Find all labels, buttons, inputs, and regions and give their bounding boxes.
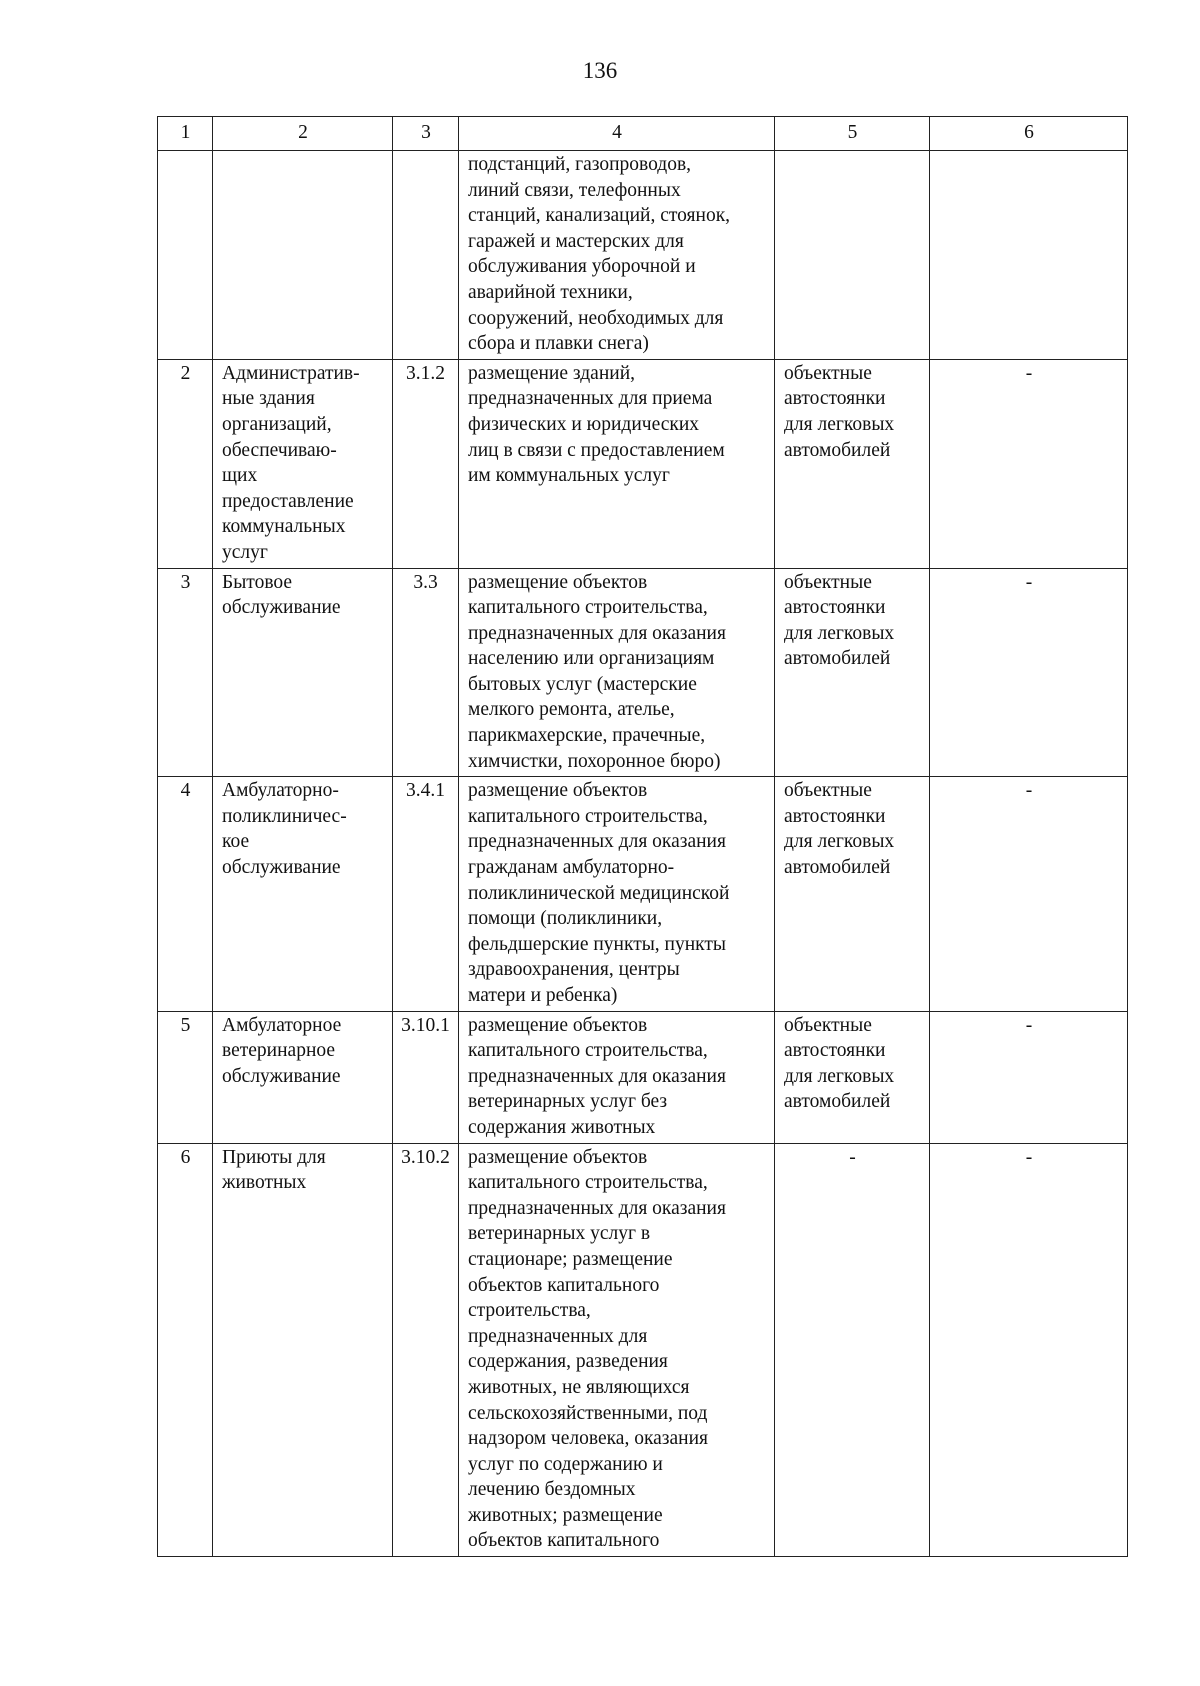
text-line: щих (222, 465, 258, 487)
text-line: автомобилей (784, 857, 891, 879)
text-line: Амбулаторно- (222, 780, 339, 802)
code-cell: 3.1.2 (393, 359, 459, 568)
text-line: предназначенных для оказания (468, 1065, 726, 1087)
text-line: обеспечиваю- (222, 439, 337, 461)
text-line: бытовых услуг (мастерские (468, 673, 697, 695)
text-line: поликлиничес- (222, 805, 347, 827)
text-line: капитального строительства, (468, 805, 708, 827)
text-line: для легковых (784, 831, 895, 853)
col5-cell (775, 1143, 930, 1557)
text-line: объектов капитального (468, 1274, 660, 1296)
text-line: размещение объектов (468, 1146, 648, 1168)
code-cell: 3.10.2 (393, 1143, 459, 1557)
code-cell (393, 151, 459, 360)
text-line: предназначенных для оказания (468, 622, 726, 644)
table-row (158, 1143, 1128, 1557)
col5-cell (775, 151, 930, 360)
text-line: аварийной техники, (468, 281, 633, 303)
description-cell (459, 777, 775, 1011)
col6-cell: - (930, 1011, 1128, 1143)
text-line: стационаре; размещение (468, 1248, 673, 1270)
text-line: предоставление (222, 490, 354, 512)
text-line: животных, не являющихся (468, 1376, 690, 1398)
description-cell (459, 568, 775, 777)
text-line: автостоянки (784, 388, 886, 410)
text-line: ные здания (222, 388, 315, 410)
text-line: предназначенных для приема (468, 388, 713, 410)
code-cell: 3.4.1 (393, 777, 459, 1011)
text-line: размещение зданий, (468, 362, 636, 384)
text-line: объектов капитального (468, 1530, 660, 1552)
text-line: мелкого ремонта, ателье, (468, 699, 675, 721)
text-line: объектные (784, 362, 872, 384)
land-use-table (157, 116, 1128, 1557)
col6-cell: - (930, 359, 1128, 568)
text-line: Приюты для (222, 1146, 326, 1168)
page-number: 136 (582, 58, 618, 83)
text-line: животных (222, 1172, 307, 1194)
num-cell: 3 (158, 568, 213, 777)
text-line: автомобилей (784, 439, 891, 461)
num-cell: 2 (158, 359, 213, 568)
num-cell: 4 (158, 777, 213, 1011)
col5-cell (775, 359, 930, 568)
text-line: гражданам амбулаторно- (468, 857, 675, 879)
header-cell-1: 1 (158, 117, 213, 151)
text-line: автомобилей (784, 1091, 891, 1113)
text-line: Амбулаторное (222, 1014, 342, 1036)
text-line: организаций, (222, 413, 332, 435)
text-line: объектные (784, 780, 872, 802)
text-line: надзором человека, оказания (468, 1428, 708, 1450)
col6-cell: - (930, 1143, 1128, 1557)
col6-cell (930, 151, 1128, 360)
table-header-row (158, 117, 1128, 151)
name-cell (213, 1143, 393, 1557)
text-line: сооружений, необходимых для (468, 307, 724, 329)
text-line: фельдшерские пункты, пункты (468, 933, 727, 955)
text-line: помощи (поликлиники, (468, 908, 663, 930)
text-line: обслуживание (222, 857, 341, 879)
text-line: обслуживания уборочной и (468, 256, 696, 278)
text-line: им коммунальных услуг (468, 465, 670, 487)
table-row (158, 359, 1128, 568)
text-line: населению или организациям (468, 648, 715, 670)
text-line: сбора и плавки снега) (468, 333, 649, 355)
text-line: для легковых (784, 413, 895, 435)
text-line: предназначенных для оказания (468, 1197, 726, 1219)
table-row-continuation (158, 151, 1128, 360)
col6-cell: - (930, 777, 1128, 1011)
text-line: обслуживание (222, 1065, 341, 1087)
col6-cell: - (930, 568, 1128, 777)
name-cell (213, 1011, 393, 1143)
num-cell: 6 (158, 1143, 213, 1557)
text-line: физических и юридических (468, 413, 700, 435)
text-line: автомобилей (784, 648, 891, 670)
header-cell-5: 5 (775, 117, 930, 151)
text-line: объектные (784, 1014, 872, 1036)
text-line: - (849, 1146, 856, 1168)
text-line: подстанций, газопроводов, (468, 154, 692, 175)
text-line: объектные (784, 571, 872, 593)
header-cell-4: 4 (459, 117, 775, 151)
text-line: капитального строительства, (468, 597, 708, 619)
text-line: Бытовое (222, 571, 293, 593)
description-cell (459, 1011, 775, 1143)
text-line: размещение объектов (468, 780, 648, 802)
table-row (158, 1011, 1128, 1143)
text-line: размещение объектов (468, 1014, 648, 1036)
text-line: автостоянки (784, 805, 886, 827)
text-line: гаражей и мастерских для (468, 230, 684, 252)
text-line: для легковых (784, 622, 895, 644)
text-line: для легковых (784, 1065, 895, 1087)
text-line: размещение объектов (468, 571, 648, 593)
text-line: автостоянки (784, 597, 886, 619)
description-cell (459, 1143, 775, 1557)
text-line: услуг по содержанию и (468, 1453, 663, 1475)
text-line: капитального строительства, (468, 1040, 708, 1062)
text-line: содержания животных (468, 1116, 656, 1138)
text-line: услуг (222, 541, 268, 563)
text-line: обслуживание (222, 597, 341, 619)
description-cell (459, 359, 775, 568)
text-line: ветеринарных услуг в (468, 1223, 651, 1245)
description-cell (459, 151, 775, 360)
text-line: содержания, разведения (468, 1351, 668, 1373)
num-cell (158, 151, 213, 360)
text-line: поликлинической медицинской (468, 882, 730, 904)
name-cell (213, 777, 393, 1011)
text-line: линий связи, телефонных (468, 179, 681, 201)
text-line: кое (222, 831, 250, 853)
text-line: ветеринарное (222, 1040, 336, 1062)
text-line: матери и ребенка) (468, 985, 618, 1006)
text-line: Административ- (222, 362, 360, 384)
text-line: здравоохранения, центры (468, 959, 680, 981)
name-cell (213, 568, 393, 777)
table-row (158, 777, 1128, 1011)
col5-cell (775, 568, 930, 777)
text-line: коммунальных (222, 516, 346, 538)
num-cell: 5 (158, 1011, 213, 1143)
text-line: ветеринарных услуг без (468, 1091, 668, 1113)
name-cell (213, 151, 393, 360)
code-cell: 3.10.1 (393, 1011, 459, 1143)
text-line: животных; размещение (468, 1504, 663, 1526)
text-line: парикмахерские, прачечные, (468, 725, 706, 747)
header-cell-2: 2 (213, 117, 393, 151)
name-cell (213, 359, 393, 568)
header-cell-6: 6 (930, 117, 1128, 151)
text-line: автостоянки (784, 1040, 886, 1062)
text-line: предназначенных для оказания (468, 831, 726, 853)
text-line: строительства, (468, 1300, 591, 1322)
text-line: химчистки, похоронное бюро) (468, 750, 721, 772)
text-line: предназначенных для (468, 1325, 648, 1347)
text-line: лиц в связи с предоставлением (468, 439, 725, 461)
code-cell: 3.3 (393, 568, 459, 777)
col5-cell (775, 1011, 930, 1143)
text-line: станций, канализаций, стоянок, (468, 205, 731, 227)
text-line: капитального строительства, (468, 1172, 708, 1194)
text-line: сельскохозяйственными, под (468, 1402, 708, 1424)
header-cell-3: 3 (393, 117, 459, 151)
col5-cell (775, 777, 930, 1011)
text-line: лечению бездомных (468, 1479, 636, 1501)
table-row (158, 568, 1128, 777)
